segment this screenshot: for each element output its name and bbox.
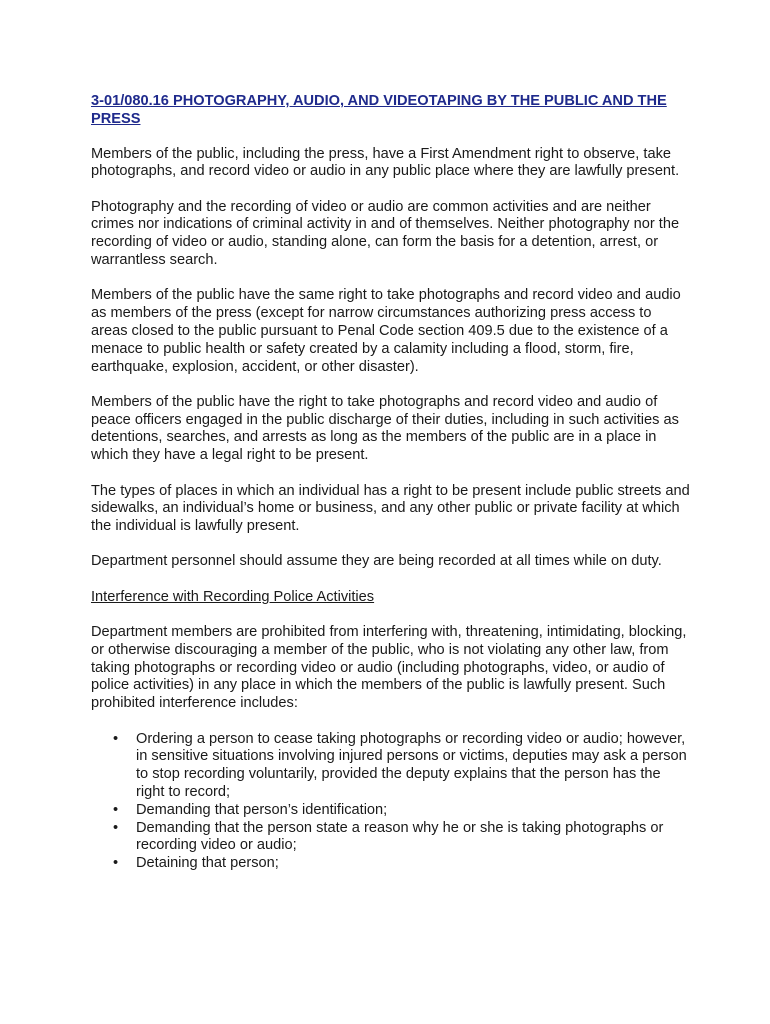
section-title: 3-01/080.16 PHOTOGRAPHY, AUDIO, AND VIDEOTAPING BY THE PUBLIC AND THE PRESS bbox=[91, 93, 667, 127]
list-item-text: Demanding that the person state a reason why he or she is taking photographs or recording video or audio; bbox=[136, 819, 664, 854]
list-item bbox=[91, 820, 691, 856]
bullet-icon: • bbox=[113, 801, 119, 818]
paragraph-assume-recorded: Department personnel should assume they are being recorded at all times while on duty. bbox=[91, 553, 662, 570]
paragraph-record-peace-officers: Members of the public have the right to take photographs and record video and audio of peace officers engaged in the public discharge of their duties, including in such activities as detentions, searches, and arrests as long as the members of the public are in a place in which they have a legal right to be present. bbox=[91, 393, 679, 464]
list-item-text: Demanding that person’s identification; bbox=[136, 801, 388, 818]
paragraph-prohibited-interference: Department members are prohibited from interfering with, threatening, intimidating, blocking, or otherwise discouraging a member of the public, who is not violating any other law, from taking photographs or recording video or audio (including photographs, video, or audio of police activities) in any place in which the members of the public is lawfully present. Such prohibited interference includes: bbox=[91, 624, 687, 712]
paragraph-types-of-places: The types of places in which an individual has a right to be present include public streets and sidewalks, an individual’s home or business, and any other public or private facility at which the individual is lawfully present. bbox=[91, 482, 690, 535]
bullet-icon: • bbox=[113, 730, 119, 747]
bullet-icon: • bbox=[113, 855, 119, 872]
list-item bbox=[91, 731, 691, 802]
list-item-text: Ordering a person to cease taking photographs or recording video or audio; however, in sensitive situations involving injured persons or victims, deputies may ask a person to stop recording voluntarily, provided the deputy explains that the person has the right to record; bbox=[136, 730, 687, 800]
list-item bbox=[91, 855, 691, 873]
document-page bbox=[91, 93, 691, 873]
prohibited-interference-list bbox=[91, 731, 691, 873]
subheading-interference: Interference with Recording Police Activities bbox=[91, 588, 375, 605]
bullet-icon: • bbox=[113, 819, 119, 836]
paragraph-first-amendment: Members of the public, including the press, have a First Amendment right to observe, take photographs, and record video or audio in any public place where they are lawfully present. bbox=[91, 145, 680, 180]
paragraph-not-crimes: Photography and the recording of video or audio are common activities and are neither crimes nor indications of criminal activity in and of themselves. Neither photography nor the recording of video or audio, standing alone, can form the basis for a detention, arrest, or warrantless search. bbox=[91, 198, 680, 269]
list-item-text: Detaining that person; bbox=[136, 855, 279, 872]
paragraph-same-right-as-press: Members of the public have the same right to take photographs and record video and audio as members of the press (except for narrow circumstances authorizing press access to areas closed to the public pursuant to Penal Code section 409.5 due to the existence of a menace to public health or safety created by a calamity including a flood, storm, fire, earthquake, explosion, accident, or other disaster). bbox=[91, 287, 681, 375]
list-item bbox=[91, 802, 691, 820]
